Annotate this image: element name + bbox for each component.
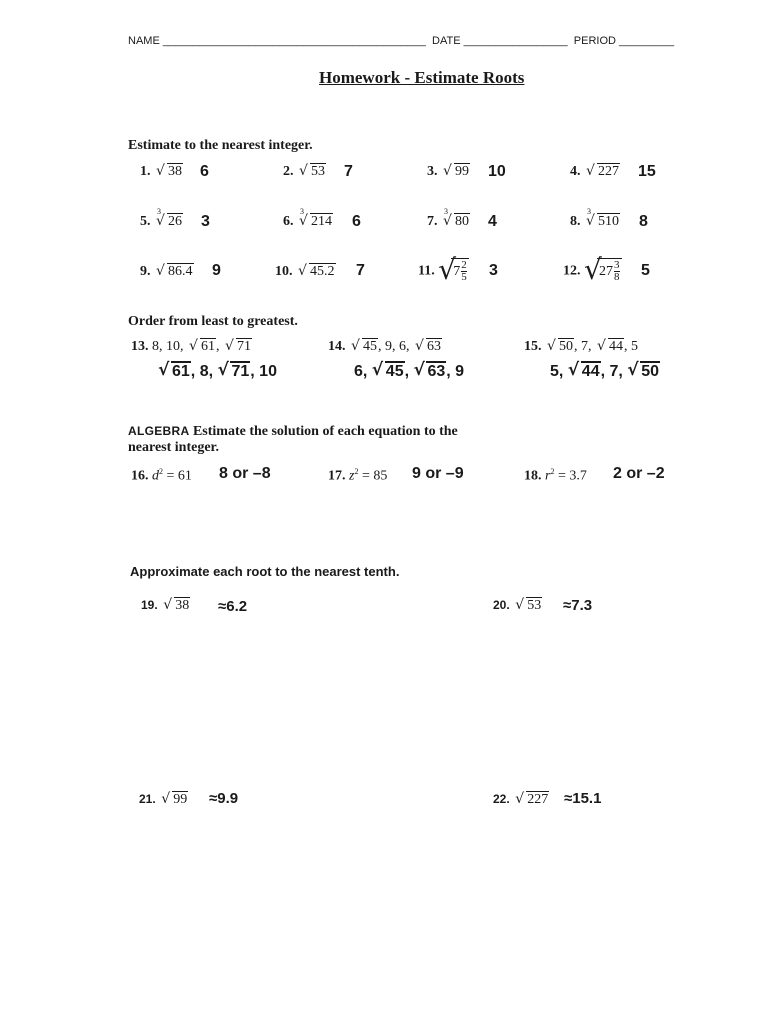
answer-1: 6 (200, 163, 209, 180)
problem-15: 15. √ 50, 7, √ 44, 5 (524, 339, 638, 355)
problem-21: 21. √ 99 (139, 792, 188, 808)
section1-heading: Estimate to the nearest integer. (128, 138, 313, 153)
problem-2: 2. √ 53 (283, 164, 326, 180)
problem-14: 14. √ 45, 9, 6, √ 63 (328, 339, 442, 355)
cube-root-symbol: √ 3 26 (156, 214, 183, 230)
problem-11: 11. √ 7 $\frac{2}{5}$ (418, 258, 469, 283)
problem-8: 8. √ 3 510 (570, 214, 620, 230)
answer-15: 5, √ 44, 7, √ 50 (550, 363, 660, 381)
sqrt-symbol: √ 45 (372, 363, 405, 381)
sqrt-symbol: √ 44 (597, 339, 624, 355)
answer-3: 10 (488, 163, 506, 180)
problem-4: 4. √ 227 (570, 164, 620, 180)
problem-7: 7. √ 3 80 (427, 214, 470, 230)
answer-11: 3 (489, 262, 498, 279)
algebra-label: ALGEBRA (128, 424, 190, 438)
answer-17: 9 or –9 (412, 465, 464, 482)
sqrt-symbol: √ 63 (413, 363, 446, 381)
cube-root-symbol: √ 3 214 (299, 214, 333, 230)
sqrt-symbol: √ 45 (351, 339, 378, 355)
sqrt-symbol: √ 50 (627, 363, 660, 381)
sqrt-symbol: √ 45.2 (298, 264, 336, 280)
sqrt-symbol: √ 53 (299, 164, 326, 180)
answer-6: 6 (352, 213, 361, 230)
sqrt-symbol: √ 38 (156, 164, 183, 180)
page-title: Homework - Estimate Roots (319, 68, 525, 87)
name-label: NAME (128, 35, 160, 47)
sqrt-symbol: √ 27 $\frac{3}{8}$ (584, 258, 622, 283)
answer-12: 5 (641, 262, 650, 279)
answer-20: ≈7.3 (563, 597, 593, 614)
answer-2: 7 (344, 163, 353, 180)
sqrt-symbol: √ 99 (161, 792, 188, 808)
sqrt-symbol: √ 61 (158, 363, 191, 381)
problem-13: 13. 8, 10, √ 61, √ 71 (131, 339, 252, 355)
answer-4: 15 (638, 163, 656, 180)
sqrt-symbol: √ 86.4 (156, 264, 194, 280)
problem-6: 6. √ 3 214 (283, 214, 333, 230)
date-label: DATE (432, 35, 461, 47)
answer-8: 8 (639, 213, 648, 230)
name-blank[interactable]: ___________________________________________ (162, 35, 426, 47)
problem-18: 18. $r^2 = 3.7$ (524, 467, 587, 484)
problem-10: 10. √ 45.2 (275, 264, 336, 280)
sqrt-symbol: √ 99 (443, 164, 470, 180)
sqrt-symbol: √ 61 (189, 339, 216, 355)
problem-9: 9. √ 86.4 (140, 264, 194, 280)
problem-20: 20. √ 53 (493, 598, 542, 614)
sqrt-symbol: √ 38 (163, 598, 190, 614)
problem-16: 16. $d^2 = 61$ (131, 467, 192, 484)
problem-3: 3. √ 99 (427, 164, 470, 180)
sqrt-symbol: √ 44 (568, 363, 601, 381)
sqrt-symbol: √ 63 (415, 339, 442, 355)
problem-5: 5. √ 3 26 (140, 214, 183, 230)
sqrt-symbol: √ 227 (586, 164, 620, 180)
answer-22: ≈15.1 (564, 790, 602, 807)
cube-root-symbol: √ 3 80 (443, 214, 470, 230)
answer-21: ≈9.9 (209, 790, 239, 807)
cube-root-symbol: √ 3 510 (586, 214, 620, 230)
section2-heading: Order from least to greatest. (128, 314, 298, 329)
section3-heading-line2: nearest integer. (128, 440, 219, 455)
date-blank[interactable]: _________________ (463, 35, 568, 47)
problem-1: 1. √ 38 (140, 164, 183, 180)
answer-14: 6, √ 45, √ 63, 9 (354, 363, 464, 381)
problem-22: 22. √ 227 (493, 792, 549, 808)
problem-12: 12. √ 27 $\frac{3}{8}$ (563, 258, 622, 283)
answer-9: 9 (212, 262, 221, 279)
answer-5: 3 (201, 213, 210, 230)
sqrt-symbol: √ 53 (515, 598, 542, 614)
sqrt-symbol: √ 227 (515, 792, 549, 808)
section4-heading: Approximate each root to the nearest tenth. (130, 564, 400, 579)
period-label: PERIOD (573, 35, 616, 47)
sqrt-symbol: √ 71 (225, 339, 252, 355)
sqrt-symbol: √ 7 $\frac{2}{5}$ (438, 258, 469, 283)
section3-heading: ALGEBRA Estimate the solution of each equation to the (128, 424, 458, 439)
answer-7: 4 (488, 213, 497, 230)
answer-19: ≈6.2 (218, 598, 248, 615)
header-line (128, 35, 674, 47)
answer-18: 2 or –2 (613, 465, 665, 482)
period-blank[interactable]: _________ (619, 35, 675, 47)
problem-17: 17. $z^2 = 85$ (328, 467, 388, 484)
problem-19: 19. √ 38 (141, 598, 190, 614)
answer-16: 8 or –8 (219, 465, 271, 482)
answer-10: 7 (356, 262, 365, 279)
sqrt-symbol: √ 71 (217, 363, 250, 381)
sqrt-symbol: √ 50 (547, 339, 574, 355)
answer-13: √ 61, 8, √ 71, 10 (158, 363, 277, 381)
